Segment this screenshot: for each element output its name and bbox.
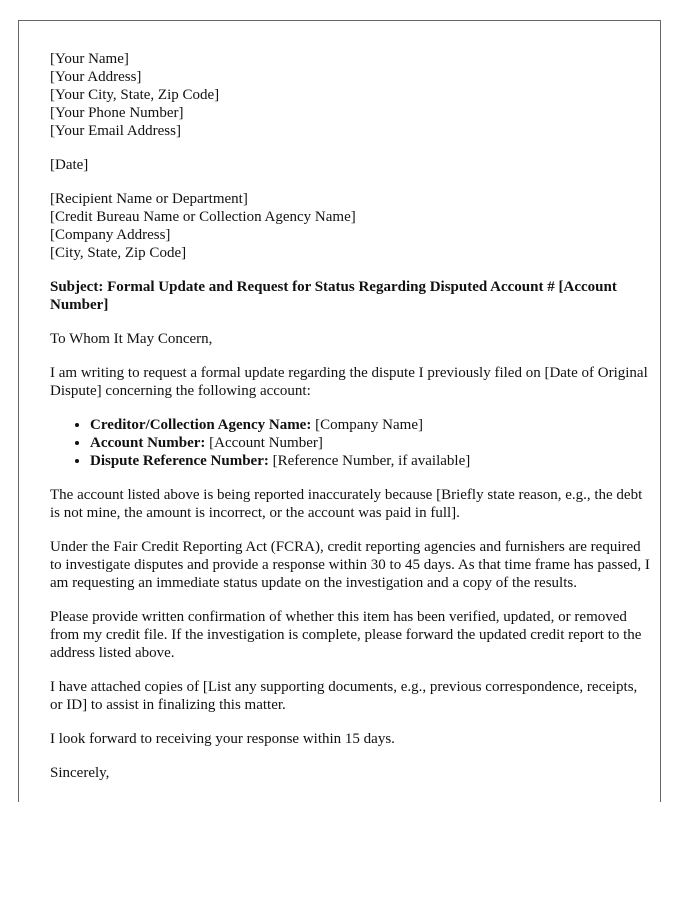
intro-paragraph: I am writing to request a formal update regarding the dispute I previously filed on [Date of Original Dispute] concerning the following account: bbox=[50, 365, 648, 399]
list-item bbox=[90, 452, 650, 470]
list-item-value: [Company Name] bbox=[311, 417, 423, 433]
list-item-label: Dispute Reference Number: bbox=[90, 453, 269, 469]
confirmation-paragraph: Please provide written confirmation of whether this item has been verified, updated, or removed from my credit file. If the investigation is complete, please forward the updated credit report to the address listed above. bbox=[50, 609, 642, 661]
reason-paragraph: The account listed above is being reported inaccurately because [Briefly state reason, e.g., the debt is not mine, the amount is incorrect, or the account was paid in full]. bbox=[50, 487, 643, 521]
sender-phone: [Your Phone Number] bbox=[50, 105, 184, 121]
recipient-bureau: [Credit Bureau Name or Collection Agency Name] bbox=[50, 209, 356, 225]
recipient-city-state-zip: [City, State, Zip Code] bbox=[50, 245, 187, 261]
sender-block bbox=[50, 50, 650, 140]
letter-body bbox=[50, 50, 650, 798]
salutation: To Whom It May Concern, bbox=[50, 331, 213, 347]
list-item-value: [Account Number] bbox=[205, 435, 323, 451]
account-details-list bbox=[50, 416, 650, 470]
fcra-paragraph: Under the Fair Credit Reporting Act (FCRA), credit reporting agencies and furnishers are required to investigate disputes and provide a response within 30 to 45 days. As that time frame has passed, I am requesting an immediate status update on the investigation and a copy of the results. bbox=[50, 539, 650, 591]
sender-name: [Your Name] bbox=[50, 51, 129, 67]
attachments-paragraph: I have attached copies of [List any supporting documents, e.g., previous correspondence, receipts, or ID] to assist in finalizing this matter. bbox=[50, 679, 638, 713]
response-paragraph: I look forward to receiving your response within 15 days. bbox=[50, 731, 395, 747]
recipient-name: [Recipient Name or Department] bbox=[50, 191, 248, 207]
list-item-label: Account Number: bbox=[90, 435, 206, 451]
subject-line: Subject: Formal Update and Request for Status Regarding Disputed Account # [Account Number] bbox=[50, 279, 617, 313]
list-item bbox=[90, 416, 650, 434]
list-item-label: Creditor/Collection Agency Name: bbox=[90, 417, 312, 433]
recipient-block bbox=[50, 190, 650, 262]
recipient-address: [Company Address] bbox=[50, 227, 171, 243]
closing: Sincerely, bbox=[50, 765, 110, 781]
sender-city-state-zip: [Your City, State, Zip Code] bbox=[50, 87, 220, 103]
list-item-value: [Reference Number, if available] bbox=[268, 453, 471, 469]
letter-page bbox=[18, 20, 661, 802]
sender-email: [Your Email Address] bbox=[50, 123, 181, 139]
letter-date: [Date] bbox=[50, 157, 89, 173]
list-item bbox=[90, 434, 650, 452]
sender-address: [Your Address] bbox=[50, 69, 142, 85]
